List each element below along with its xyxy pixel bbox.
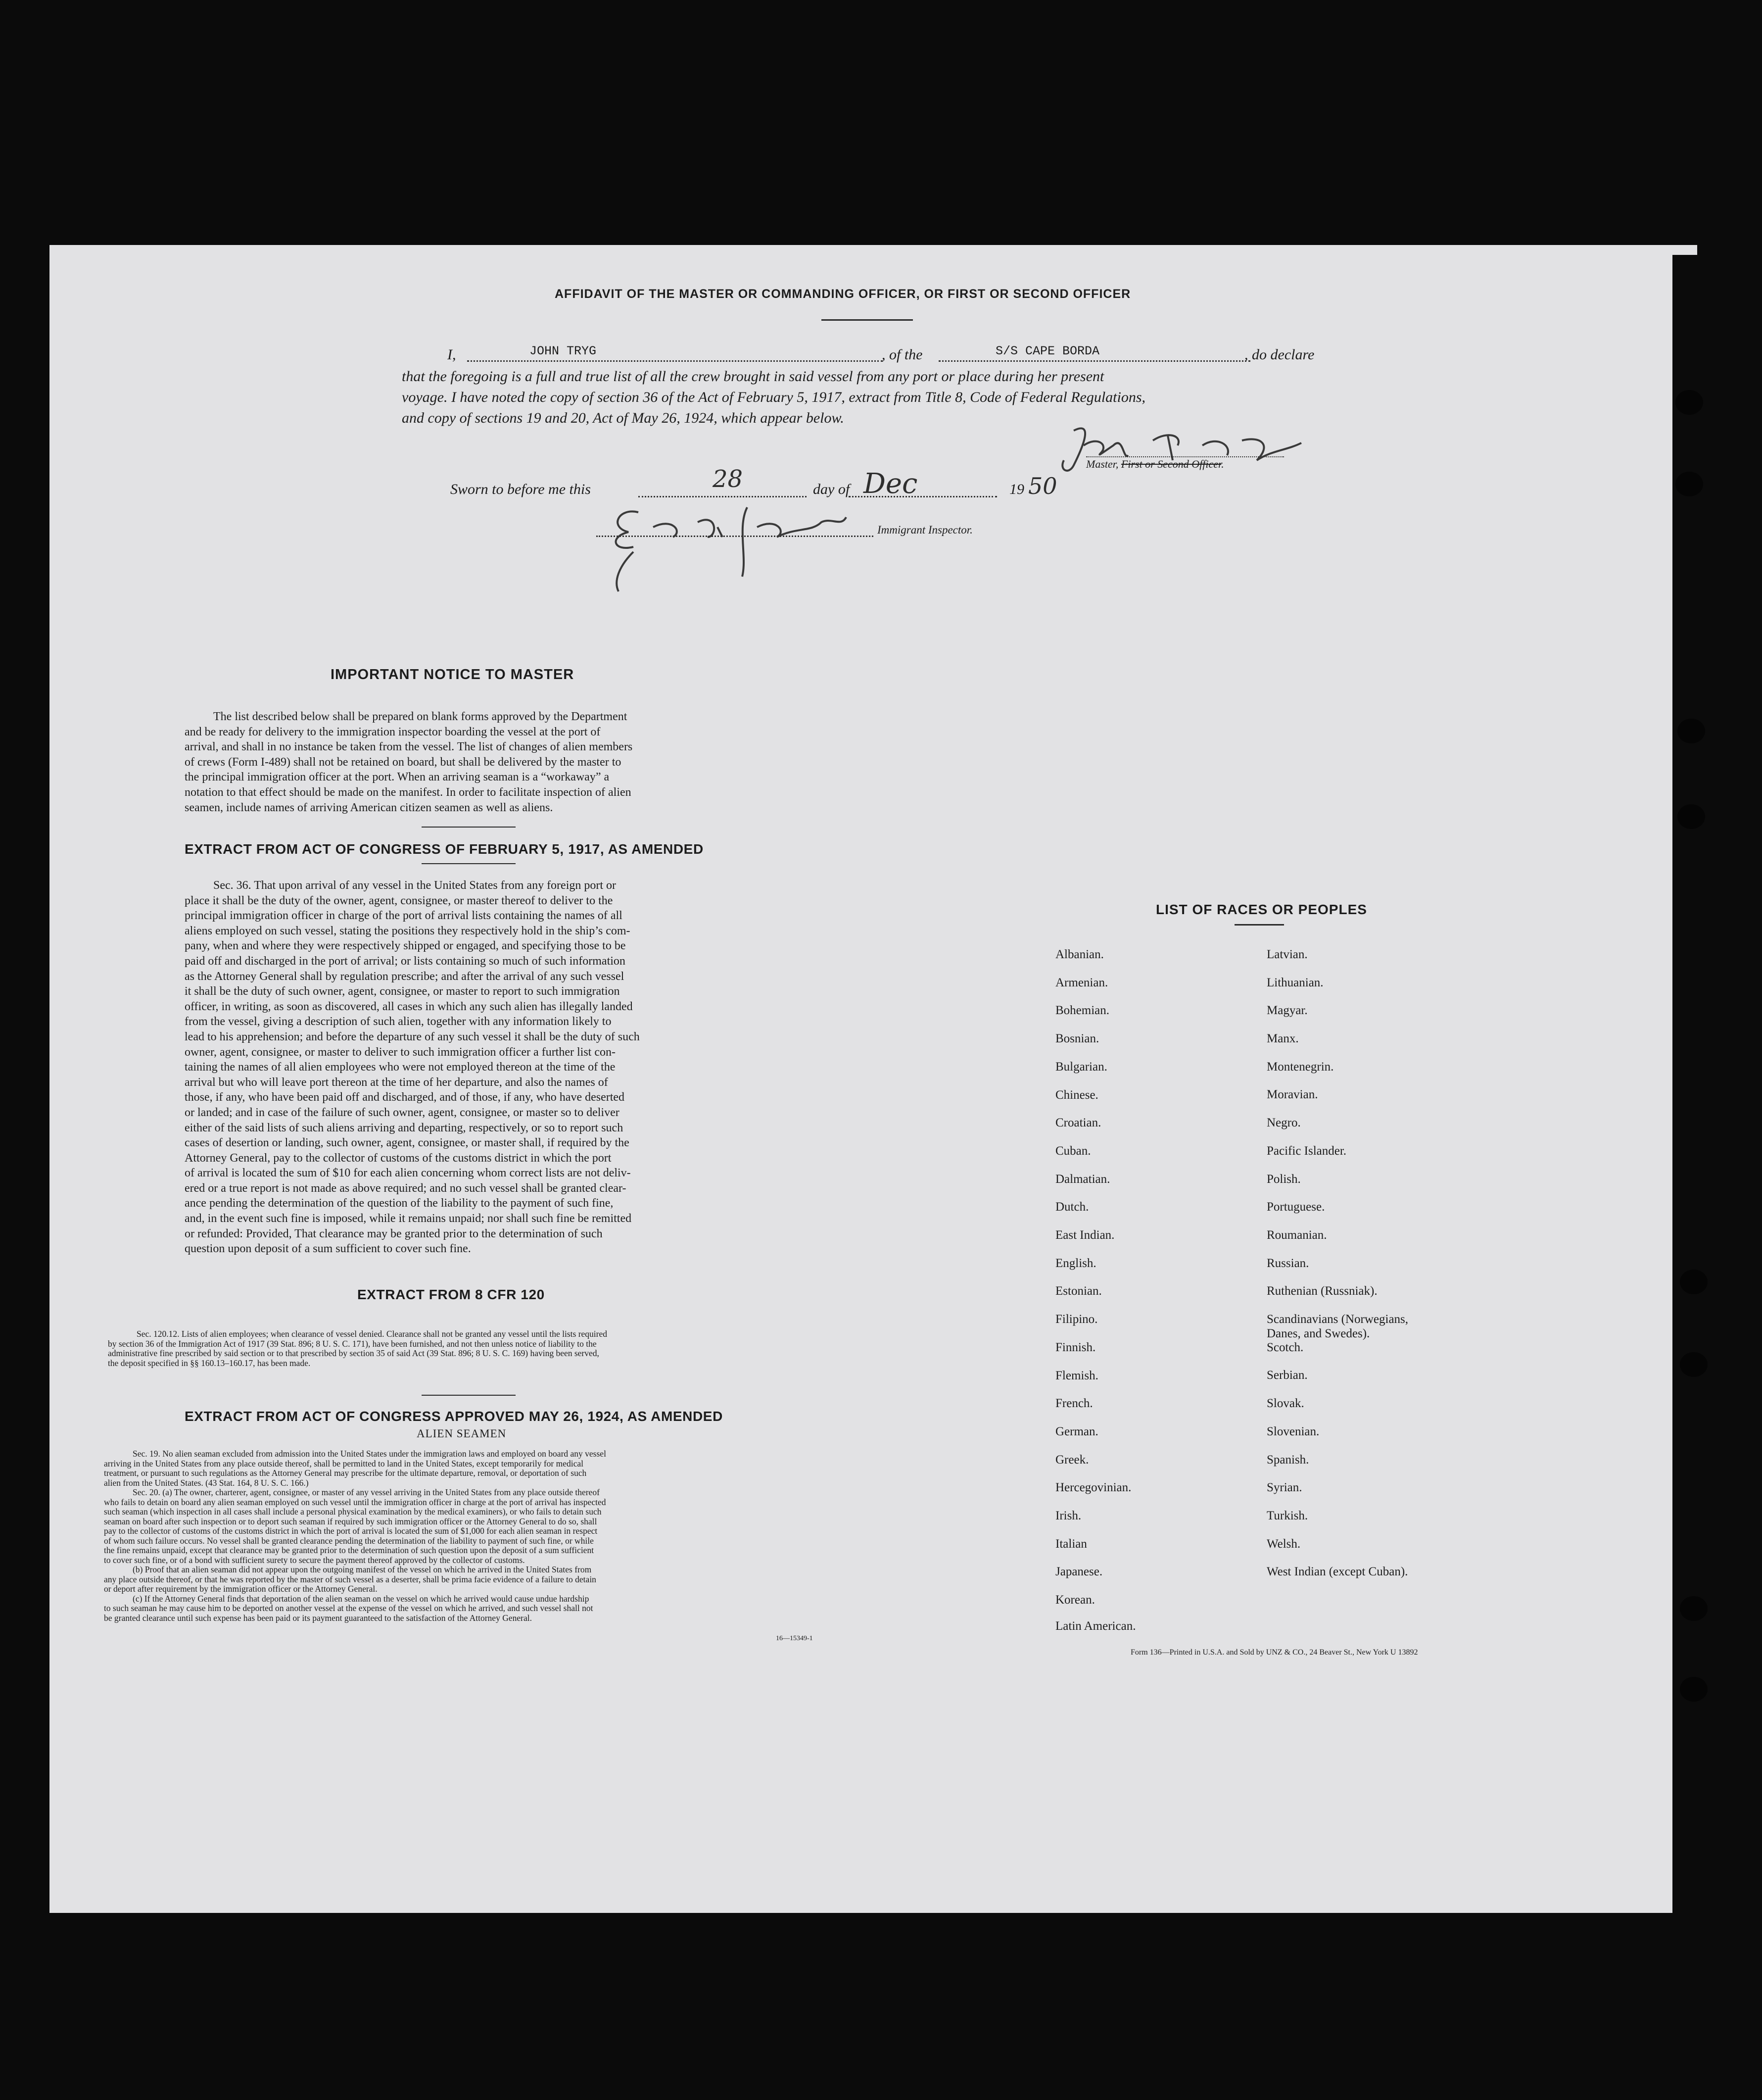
- text-line: (c) If the Attorney General finds that deportation of the alien seaman on the vessel on which he arrived would cause undue hardship: [133, 1593, 589, 1604]
- text-line: Sec. 20. (a) The owner, charterer, agent, consignee, or master of any vessel arriving in the United States from any place outside thereof: [133, 1487, 600, 1497]
- race-item: Danes, and Swedes).: [1267, 1327, 1370, 1340]
- text-line: Sec. 120.12. Lists of alien employees; when clearance of vessel denied. Clearance shall not be granted any vessel until the lists required: [137, 1329, 608, 1339]
- page-edge-shadow: [1672, 255, 1700, 1918]
- race-item: Ruthenian (Russniak).: [1267, 1284, 1378, 1298]
- race-item: Latin American.: [1055, 1619, 1136, 1633]
- text-line: cases of desertion or landing, such owner, agent, consignee, or master shall, if required by the: [185, 1136, 629, 1150]
- vessel-blank: [939, 360, 1250, 362]
- race-item: Finnish.: [1055, 1341, 1096, 1354]
- race-item: Moravian.: [1267, 1088, 1318, 1101]
- text-line: the fine remains unpaid, except that clearance may be granted prior to the determination of such question upon the deposit of a sum sufficient: [104, 1545, 594, 1555]
- text-line: taining the names of all alien employees who were not employed thereon at the time of the: [185, 1061, 616, 1074]
- punch-hole: [1677, 804, 1705, 829]
- inspector-caption: Immigrant Inspector.: [877, 524, 973, 536]
- text-line: or refunded: Provided, That clearance may be granted prior to the determination of such: [185, 1227, 603, 1240]
- text-line: the deposit specified in §§ 160.13–160.17, has been made.: [108, 1358, 311, 1368]
- day-of-label: day of: [813, 481, 850, 497]
- text-line: owner, agent, consignee, or master to deliver to such immigration officer a further list con-: [185, 1045, 616, 1059]
- race-item: Japanese.: [1055, 1565, 1103, 1578]
- text-line: lead to his apprehension; and before the departure of any such vessel it shall be the duty of such: [185, 1030, 640, 1043]
- race-item: Italian: [1055, 1537, 1087, 1551]
- text-line: aliens employed on such vessel, stating the positions they respectively hold in the ship’s com-: [185, 924, 630, 937]
- race-item: Slovak.: [1267, 1397, 1304, 1410]
- race-item: Scandinavians (Norwegians,: [1267, 1313, 1409, 1326]
- sworn-day: 28: [713, 465, 743, 493]
- text-line: seamen, include names of arriving American citizen seamen as well as aliens.: [185, 801, 553, 814]
- text-line: administrative fine prescribed by said section or to that prescribed by section 35 of said Act (39 Stat. 896; 8 U. S. C. 169) having been served,: [108, 1348, 599, 1358]
- race-item: Turkish.: [1267, 1509, 1308, 1522]
- text-line: Sec. 19. No alien seaman excluded from admission into the United States under the immigration laws and employed on board any vessel: [133, 1449, 606, 1459]
- race-item: Montenegrin.: [1267, 1060, 1334, 1074]
- punch-hole: [1675, 472, 1703, 496]
- text-line: as the Attorney General shall by regulation prescribe; and after the arrival of any such vessel: [185, 970, 624, 983]
- text-line: (b) Proof that an alien seaman did not appear upon the outgoing manifest of the vessel on which he arrived in the United States from: [133, 1564, 592, 1574]
- form-printer-note: Form 136—Printed in U.S.A. and Sold by UNZ & CO., 24 Beaver St., New York U 13892: [1131, 1648, 1418, 1657]
- text-line: notation to that effect should be made on the manifest. In order to facilitate inspection of alien: [185, 785, 631, 799]
- race-item: Slovenian.: [1267, 1425, 1320, 1438]
- race-item: Cuban.: [1055, 1144, 1091, 1158]
- declaration-line-3: voyage. I have noted the copy of section 36 of the Act of February 5, 1917, extract from Title 8, Code of Federal Regulations,: [402, 389, 1146, 405]
- race-item: Portuguese.: [1267, 1200, 1325, 1214]
- declaration-line-4: and copy of sections 19 and 20, Act of May 26, 1924, which appear below.: [402, 410, 844, 426]
- race-item: Bulgarian.: [1055, 1060, 1107, 1074]
- text-line: from the vessel, giving a description of such alien, together with any information likely to: [185, 1015, 612, 1028]
- year-suffix: 50: [1028, 473, 1057, 499]
- declarant-i-label: I,: [447, 346, 456, 363]
- text-line: pay to the collector of customs of the customs district in which the port of arrival is located the sum of $1,000 for each alien seaman in respect: [104, 1526, 598, 1536]
- extract-1924-text: [104, 1449, 825, 1623]
- section-rule: [422, 1395, 516, 1396]
- extract-1917-heading: EXTRACT FROM ACT OF CONGRESS OF FEBRUARY 5, 1917, AS AMENDED: [185, 841, 704, 857]
- race-item: Hercegovinian.: [1055, 1481, 1132, 1494]
- race-item: German.: [1055, 1425, 1098, 1438]
- race-item: Welsh.: [1267, 1537, 1301, 1551]
- race-item: Flemish.: [1055, 1369, 1098, 1382]
- master-name: JOHN TRYG: [529, 344, 597, 358]
- race-item: Roumanian.: [1267, 1228, 1327, 1242]
- section-rule: [422, 863, 516, 864]
- text-line: treatment, or pursuant to such regulations as the Attorney General may prescribe for the ultimate departure, removal, or deportation of such: [104, 1468, 587, 1478]
- race-item: Magyar.: [1267, 1004, 1308, 1017]
- text-line: Sec. 36. That upon arrival of any vessel in the United States from any foreign port or: [213, 879, 617, 892]
- text-line: and, in the event such fine is imposed, while it remains unpaid; nor shall such fine be remitted: [185, 1212, 632, 1225]
- affidavit-title: AFFIDAVIT OF THE MASTER OR COMMANDING OFFICER, OR FIRST OR SECOND OFFICER: [555, 287, 1131, 301]
- race-item: Polish.: [1267, 1172, 1301, 1186]
- master-signature-line: [1086, 456, 1284, 457]
- text-line: by section 36 of the Immigration Act of 1917 (39 Stat. 896; 8 U. S. C. 171), have been furnished, and not then unless notice of liability to the: [108, 1338, 597, 1349]
- text-line: of whom such failure occurs. No vessel shall be granted clearance pending the determination of the liability to payment of such fine, or while: [104, 1535, 594, 1546]
- race-item: Bosnian.: [1055, 1032, 1099, 1045]
- text-line: it shall be the duty of such owner, agent, consignee, or master to report to such immigration: [185, 985, 620, 998]
- section-rule: [422, 827, 516, 828]
- race-item: Serbian.: [1267, 1368, 1308, 1382]
- vessel-name: S/S CAPE BORDA: [996, 344, 1100, 358]
- text-line: to such seaman he may cause him to be deported on another vessel at the expense of the vessel on which he arrived, and such vessel shall not: [104, 1603, 593, 1613]
- race-item: Negro.: [1267, 1116, 1301, 1129]
- text-line: Attorney General, pay to the collector of customs of the customs district in which the port: [185, 1151, 612, 1165]
- text-line: such seaman (which inspection in all cases shall include a personal physical examination by the medical examiners), or who fails to detain such: [104, 1507, 602, 1516]
- text-line: ance pending the determination of the question of the liability to the payment of such fine,: [185, 1197, 614, 1210]
- race-item: Croatian.: [1055, 1116, 1101, 1129]
- text-line: and be ready for delivery to the immigration inspector boarding the vessel at the port of: [185, 725, 601, 738]
- text-line: pany, when and where they were respectively shipped or engaged, and specifying those to be: [185, 939, 626, 953]
- races-rule: [1235, 924, 1284, 926]
- text-line: question upon deposit of a sum sufficient to cover such fine.: [185, 1242, 471, 1256]
- master-caption: Master, First or Second Officer.: [1086, 458, 1224, 470]
- race-item: Bohemian.: [1055, 1004, 1110, 1017]
- punch-hole: [1680, 1270, 1708, 1294]
- extract-cfr-text: [108, 1329, 825, 1368]
- race-item: French.: [1055, 1397, 1093, 1410]
- punch-hole: [1675, 390, 1703, 415]
- text-line: The list described below shall be prepared on blank forms approved by the Department: [213, 710, 627, 723]
- text-line: to cover such fine, or of a bond with sufficient surety to secure the payment thereof approved by the collector of customs.: [104, 1555, 525, 1565]
- extract-1924-heading: EXTRACT FROM ACT OF CONGRESS APPROVED MAY 26, 1924, AS AMENDED: [185, 1409, 723, 1424]
- race-item: Korean.: [1055, 1593, 1095, 1607]
- race-item: Albanian.: [1055, 948, 1104, 961]
- race-item: Chinese.: [1055, 1088, 1098, 1102]
- text-line: or deport after requirement by the immigration officer or the Attorney General.: [104, 1584, 378, 1594]
- race-item: East Indian.: [1055, 1228, 1115, 1242]
- inspector-signature-line: [596, 536, 873, 537]
- race-item: Lithuanian.: [1267, 976, 1324, 989]
- notice-text: [185, 709, 747, 815]
- race-item: Manx.: [1267, 1032, 1299, 1045]
- text-line: who fails to detain on board any alien seaman employed on such vessel until the immigration officer in charge at the port of arrival has inspected: [104, 1497, 606, 1507]
- of-the-label: , of the: [882, 346, 923, 363]
- race-item: Estonian.: [1055, 1284, 1102, 1298]
- text-line: any place outside thereof, or that he was reported by the master of such vessel as a deserter, shall be prima facie evidence of a failure to detain: [104, 1574, 596, 1584]
- text-line: arrival but who will leave port thereon at the time of her departure, and also the names of: [185, 1075, 608, 1089]
- text-line: be granted clearance until such expense has been paid or its payment guaranteed to the satisfaction of the Attorney General.: [104, 1612, 532, 1623]
- name-blank: [467, 360, 883, 362]
- race-item: Russian.: [1267, 1257, 1309, 1270]
- text-line: ered or a true report is not made as above required; and no such vessel shall be granted clear-: [185, 1181, 626, 1195]
- extract-1924-subheading: ALIEN SEAMEN: [417, 1427, 507, 1440]
- declaration-line-2: that the foregoing is a full and true list of all the crew brought in said vessel from any port or place during her present: [402, 368, 1104, 385]
- text-line: of crews (Form I-489) shall not be retained on board, but shall be delivered by the master to: [185, 755, 621, 769]
- punch-hole: [1677, 719, 1705, 743]
- race-item: Dutch.: [1055, 1200, 1089, 1214]
- race-item: Spanish.: [1267, 1453, 1309, 1466]
- text-line: of arrival is located the sum of $10 for each alien concerning whom correct lists are not deliv-: [185, 1167, 631, 1180]
- year-prefix: 19: [1009, 481, 1024, 497]
- text-line: or landed; and in case of the failure of such owner, agent, consignee, or master so to deliver: [185, 1106, 619, 1119]
- punch-hole: [1680, 1677, 1708, 1702]
- extract-cfr-heading: EXTRACT FROM 8 CFR 120: [357, 1287, 545, 1302]
- race-item: Armenian.: [1055, 976, 1108, 989]
- race-item: Irish.: [1055, 1509, 1082, 1522]
- text-line: principal immigration officer in charge of the port of arrival lists containing the names of all: [185, 909, 622, 923]
- sworn-month: Dec: [863, 468, 918, 500]
- race-item: Filipino.: [1055, 1313, 1098, 1326]
- race-item: Scotch.: [1267, 1341, 1304, 1354]
- do-declare-label: , do declare: [1244, 346, 1315, 363]
- race-item: Syrian.: [1267, 1481, 1302, 1494]
- text-line: place it shall be the duty of the owner, agent, consignee, or master thereof to deliver to the: [185, 894, 613, 907]
- text-line: those, if any, who have been paid off and discharged, and of those, if any, who have deserted: [185, 1091, 625, 1104]
- text-line: paid off and discharged in the port of arrival; or lists containing so much of such information: [185, 954, 625, 968]
- notice-heading: IMPORTANT NOTICE TO MASTER: [331, 667, 574, 683]
- race-item: Greek.: [1055, 1453, 1089, 1466]
- extract-1917-text: [185, 878, 747, 1257]
- title-rule: [821, 319, 913, 321]
- race-item: Pacific Islander.: [1267, 1144, 1347, 1158]
- race-item: English.: [1055, 1257, 1096, 1270]
- text-line: alien from the United States. (43 Stat. 164, 8 U. S. C. 166.): [104, 1477, 309, 1488]
- text-line: officer, in writing, as soon as discovered, all cases in which any such alien has illegally landed: [185, 1000, 633, 1013]
- form-code: 16—15349-1: [776, 1635, 813, 1642]
- race-item: West Indian (except Cuban).: [1267, 1565, 1408, 1578]
- punch-hole: [1680, 1596, 1708, 1621]
- race-item: Dalmatian.: [1055, 1172, 1110, 1186]
- race-item: Latvian.: [1267, 948, 1308, 961]
- text-line: seaman on board after such inspection or to deport such seaman if required by such immigration officer or the Attorney General to do so, shall: [104, 1516, 597, 1526]
- punch-hole: [1680, 1352, 1708, 1377]
- sworn-label: Sworn to before me this: [450, 481, 591, 497]
- text-line: arrival, and shall in no instance be taken from the vessel. The list of changes of alien members: [185, 740, 633, 754]
- text-line: the principal immigration officer at the port. When an arriving seaman is a “workaway” a: [185, 771, 610, 784]
- text-line: either of the said lists of such aliens arriving and departing, respectively, or so to report such: [185, 1121, 623, 1134]
- races-title: LIST OF RACES OR PEOPLES: [1156, 902, 1367, 917]
- text-line: arriving in the United States from any place outside thereof, shall be permitted to land in the United States, except temporarily for medical: [104, 1458, 584, 1468]
